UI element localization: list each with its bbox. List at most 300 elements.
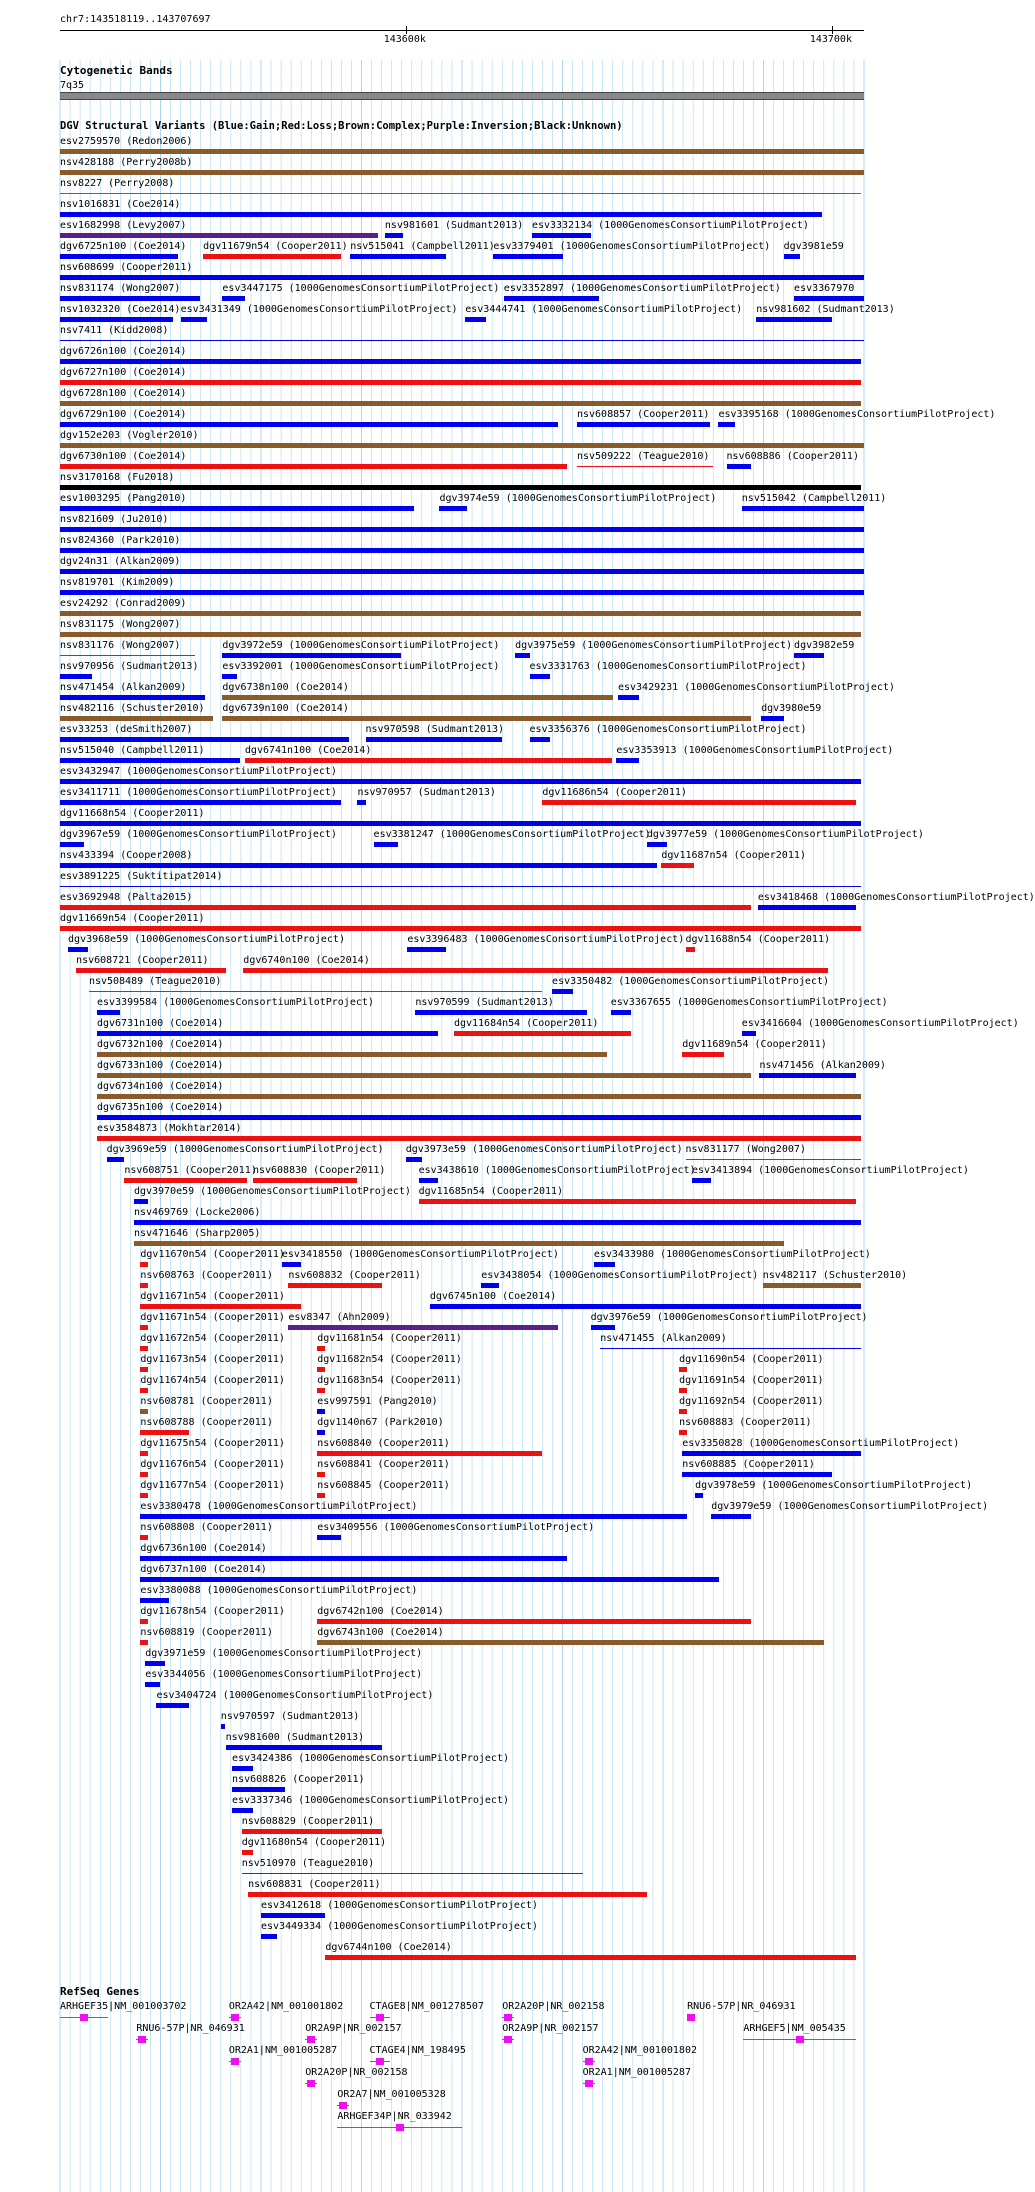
variant-label[interactable]: nsv831175 (Wong2007) [60,619,181,630]
variant-bar[interactable] [60,655,195,656]
variant-bar[interactable] [686,1159,861,1160]
variant-bar[interactable] [756,317,832,322]
variant-label[interactable]: dgv11679n54 (Cooper2011) [203,241,348,252]
variant-label[interactable]: nsv1016831 (Coe2014) [60,199,181,210]
variant-bar[interactable] [419,1199,856,1204]
variant-bar[interactable] [76,968,226,973]
gene-label[interactable]: OR2A7|NM_001005328 [337,2089,446,2100]
variant-label[interactable]: esv997591 (Pang2010) [317,1396,438,1407]
gene-label[interactable]: OR2A20P|NR_002158 [305,2067,408,2078]
variant-label[interactable]: dgv3972e59 (1000GenomesConsortiumPilotProject) [222,640,500,651]
gene-label[interactable]: ARHGEF35|NM_001003702 [60,2001,187,2012]
variant-bar[interactable] [366,737,503,742]
variant-label[interactable]: nsv3170168 (Fu2018) [60,472,175,483]
variant-label[interactable]: dgv11685n54 (Cooper2011) [418,1186,564,1197]
variant-label[interactable]: dgv6736n100 (Coe2014) [140,1543,267,1554]
variant-label[interactable]: dgv11684n54 (Cooper2011) [453,1018,599,1029]
variant-bar[interactable] [493,254,563,259]
variant-bar[interactable] [682,1451,860,1456]
variant-label[interactable]: dgv3982e59 [794,640,855,651]
variant-label[interactable]: dgv11668n54 (Cooper2011) [60,808,205,819]
variant-bar[interactable] [686,947,696,952]
variant-bar[interactable] [140,1556,566,1561]
variant-label[interactable]: nsv970956 (Sudmant2013) [60,661,199,672]
variant-bar[interactable] [60,632,861,637]
variant-label[interactable]: dgv11688n54 (Cooper2011) [685,934,830,945]
variant-label[interactable]: nsv608781 (Cooper2011) [140,1396,273,1407]
variant-label[interactable]: dgv6731n100 (Coe2014) [96,1018,224,1029]
variant-bar[interactable] [761,716,784,721]
variant-bar[interactable] [317,1619,751,1624]
variant-label[interactable]: dgv24n31 (Alkan2009) [60,556,181,567]
variant-bar[interactable] [552,989,573,994]
gene-label[interactable]: ARHGEF5|NM_005435 [743,2023,846,2034]
variant-label[interactable]: nsv515042 (Campbell2011) [741,493,887,504]
variant-bar[interactable] [140,1535,148,1540]
variant-label[interactable]: dgv11680n54 (Cooper2011) [241,1837,387,1848]
variant-label[interactable]: dgv11672n54 (Cooper2011) [140,1333,285,1344]
variant-bar[interactable] [542,800,856,805]
variant-bar[interactable] [611,1010,631,1015]
gene-label[interactable]: OR2A9P|NR_002157 [502,2023,599,2034]
variant-bar[interactable] [794,296,864,301]
variant-bar[interactable] [107,1157,125,1162]
variant-label[interactable]: esv33253 (deSmith2007) [60,724,193,735]
variant-label[interactable]: nsv608826 (Cooper2011) [232,1774,365,1785]
variant-label[interactable]: dgv6743n100 (Coe2014) [317,1627,444,1638]
variant-label[interactable]: dgv11686n54 (Cooper2011) [542,787,687,798]
variant-bar[interactable] [532,233,591,238]
variant-label[interactable]: esv3412618 (1000GenomesConsortiumPilotProject) [261,1900,538,1911]
variant-bar[interactable] [439,506,466,511]
variant-label[interactable]: nsv608788 (Cooper2011) [140,1417,273,1428]
variant-bar[interactable] [530,737,551,742]
variant-label[interactable]: nsv510970 (Teague2010) [241,1858,375,1869]
variant-bar[interactable] [594,1262,615,1267]
variant-label[interactable]: esv3409556 (1000GenomesConsortiumPilotProject) [317,1522,595,1533]
variant-label[interactable]: nsv469769 (Locke2006) [133,1207,261,1218]
variant-label[interactable]: nsv608885 (Cooper2011) [682,1459,815,1470]
gene-label[interactable]: OR2A42|NM_001001802 [228,2001,344,2012]
variant-bar[interactable] [60,886,861,887]
variant-bar[interactable] [140,1367,148,1372]
variant-bar[interactable] [60,800,341,805]
gene-label[interactable]: OR2A42|NM_001001802 [582,2045,697,2056]
variant-bar[interactable] [60,905,751,910]
variant-bar[interactable] [357,800,365,805]
variant-bar[interactable] [60,926,861,931]
variant-label[interactable]: dgv11673n54 (Cooper2011) [140,1354,285,1365]
variant-label[interactable]: dgv6737n100 (Coe2014) [140,1564,267,1575]
variant-label[interactable]: nsv471456 (Alkan2009) [759,1060,886,1071]
variant-label[interactable]: esv8347 (Ahn2009) [288,1312,391,1323]
variant-label[interactable]: nsv608857 (Cooper2011) [576,409,710,420]
variant-label[interactable]: nsv8227 (Perry2008) [60,178,175,189]
variant-bar[interactable] [718,422,735,427]
variant-label[interactable]: nsv608832 (Cooper2011) [288,1270,421,1281]
variant-bar[interactable] [222,695,613,700]
variant-label[interactable]: dgv11677n54 (Cooper2011) [140,1480,285,1491]
variant-bar[interactable] [242,1850,253,1855]
variant-label[interactable]: dgv6729n100 (Coe2014) [60,409,187,420]
variant-label[interactable]: esv3416604 (1000GenomesConsortiumPilotProject) [741,1018,1019,1029]
variant-bar[interactable] [692,1178,711,1183]
variant-bar[interactable] [140,1346,148,1351]
variant-label[interactable]: esv3438610 (1000GenomesConsortiumPilotProject) [418,1165,696,1176]
variant-bar[interactable] [60,212,822,217]
variant-label[interactable]: nsv819701 (Kim2009) [60,577,175,588]
variant-label[interactable]: nsv608883 (Cooper2011) [679,1417,812,1428]
variant-bar[interactable] [317,1493,325,1498]
variant-bar[interactable] [679,1367,687,1372]
variant-label[interactable]: esv3404724 (1000GenomesConsortiumPilotProject) [156,1690,434,1701]
variant-label[interactable]: dgv3976e59 (1000GenomesConsortiumPilotProject) [590,1312,868,1323]
variant-label[interactable]: nsv970597 (Sudmant2013) [220,1711,360,1722]
variant-bar[interactable] [317,1451,542,1456]
variant-label[interactable]: dgv3968e59 (1000GenomesConsortiumPilotProject) [68,934,345,945]
cytoband-bar[interactable] [60,92,864,100]
variant-bar[interactable] [406,1157,422,1162]
variant-label[interactable]: nsv821609 (Ju2010) [60,514,169,525]
variant-bar[interactable] [374,842,398,847]
variant-label[interactable]: esv3331763 (1000GenomesConsortiumPilotProject) [529,661,807,672]
variant-label[interactable]: dgv6733n100 (Coe2014) [96,1060,224,1071]
gene-exon[interactable] [585,2058,593,2065]
variant-bar[interactable] [350,254,446,259]
variant-label[interactable]: esv1003295 (Pang2010) [60,493,187,504]
variant-label[interactable]: dgv1140n67 (Park2010) [317,1417,444,1428]
variant-bar[interactable] [288,1283,381,1288]
variant-label[interactable]: nsv608808 (Cooper2011) [140,1522,273,1533]
variant-label[interactable]: esv3332134 (1000GenomesConsortiumPilotProject) [531,220,809,231]
variant-label[interactable]: nsv608830 (Cooper2011) [252,1165,386,1176]
variant-label[interactable]: dgv11692n54 (Cooper2011) [679,1396,824,1407]
variant-bar[interactable] [140,1430,188,1435]
gene-label[interactable]: OR2A20P|NR_002158 [502,2001,605,2012]
variant-bar[interactable] [415,1010,586,1015]
variant-label[interactable]: nsv981602 (Sudmant2013) [756,304,895,315]
variant-label[interactable]: nsv608763 (Cooper2011) [140,1270,273,1281]
variant-label[interactable]: esv3433980 (1000GenomesConsortiumPilotProject) [593,1249,871,1260]
variant-label[interactable]: esv3432947 (1000GenomesConsortiumPilotProject) [60,766,337,777]
variant-label[interactable]: nsv608841 (Cooper2011) [317,1459,450,1470]
variant-bar[interactable] [60,464,567,469]
variant-label[interactable]: dgv6739n100 (Coe2014) [222,703,349,714]
variant-label[interactable]: dgv3974e59 (1000GenomesConsortiumPilotProject) [439,493,717,504]
variant-label[interactable]: dgv3967e59 (1000GenomesConsortiumPilotProject) [60,829,337,840]
variant-label[interactable]: esv3444741 (1000GenomesConsortiumPilotProject) [465,304,743,315]
variant-label[interactable]: nsv981601 (Sudmant2013) [384,220,524,231]
variant-bar[interactable] [763,1283,861,1288]
variant-bar[interactable] [60,863,657,868]
gene-label[interactable]: ARHGEF34P|NR_033942 [337,2111,452,2122]
variant-bar[interactable] [454,1031,631,1036]
variant-bar[interactable] [317,1472,325,1477]
variant-label[interactable]: esv3356376 (1000GenomesConsortiumPilotProject) [529,724,807,735]
variant-label[interactable]: dgv3969e59 (1000GenomesConsortiumPilotProject) [106,1144,384,1155]
variant-bar[interactable] [317,1409,325,1414]
variant-bar[interactable] [181,317,208,322]
variant-label[interactable]: dgv11683n54 (Cooper2011) [317,1375,462,1386]
variant-label[interactable]: dgv11674n54 (Cooper2011) [140,1375,285,1386]
gene-exon[interactable] [687,2014,695,2021]
variant-label[interactable]: nsv831176 (Wong2007) [60,640,181,651]
variant-label[interactable]: dgv6735n100 (Coe2014) [96,1102,224,1113]
variant-bar[interactable] [317,1640,824,1645]
variant-label[interactable]: nsv608831 (Cooper2011) [248,1879,381,1890]
variant-label[interactable]: dgv6741n100 (Coe2014) [244,745,372,756]
variant-bar[interactable] [515,653,530,658]
variant-label[interactable]: dgv6738n100 (Coe2014) [222,682,349,693]
variant-label[interactable]: esv3337346 (1000GenomesConsortiumPilotProject) [232,1795,509,1806]
variant-bar[interactable] [742,1031,756,1036]
variant-label[interactable]: nsv831177 (Wong2007) [685,1144,806,1155]
variant-bar[interactable] [385,233,403,238]
variant-bar[interactable] [140,1304,301,1309]
variant-label[interactable]: nsv508489 (Teague2010) [88,976,222,987]
variant-label[interactable]: dgv3971e59 (1000GenomesConsortiumPilotProject) [145,1648,423,1659]
variant-bar[interactable] [222,296,245,301]
variant-bar[interactable] [134,1220,861,1225]
variant-bar[interactable] [97,1115,861,1120]
variant-bar[interactable] [407,947,446,952]
variant-bar[interactable] [60,340,864,341]
variant-label[interactable]: nsv608721 (Cooper2011) [76,955,209,966]
variant-bar[interactable] [97,1052,607,1057]
variant-label[interactable]: dgv6727n100 (Coe2014) [60,367,187,378]
variant-label[interactable]: dgv6732n100 (Coe2014) [96,1039,224,1050]
gene-label[interactable]: OR2A9P|NR_002157 [305,2023,402,2034]
gene-exon[interactable] [138,2036,146,2043]
variant-bar[interactable] [60,527,864,532]
variant-bar[interactable] [577,422,710,427]
variant-label[interactable]: dgv11675n54 (Cooper2011) [140,1438,285,1449]
variant-label[interactable]: dgv3978e59 (1000GenomesConsortiumPilotProject) [695,1480,973,1491]
gene-label[interactable]: CTAGE4|NM_198495 [369,2045,466,2056]
variant-label[interactable]: nsv608829 (Cooper2011) [241,1816,375,1827]
variant-label[interactable]: dgv11682n54 (Cooper2011) [317,1354,462,1365]
variant-bar[interactable] [97,1031,438,1036]
variant-bar[interactable] [60,275,864,280]
variant-bar[interactable] [242,1829,382,1834]
gene-label[interactable]: CTAGE8|NM_001278507 [369,2001,484,2012]
variant-bar[interactable] [68,947,88,952]
variant-label[interactable]: dgv11671n54 (Cooper2011) [140,1312,285,1323]
variant-label[interactable]: nsv515041 (Campbell2011) [350,241,495,252]
variant-bar[interactable] [245,758,612,763]
variant-label[interactable]: dgv11691n54 (Cooper2011) [679,1375,824,1386]
variant-bar[interactable] [60,737,349,742]
variant-label[interactable]: nsv433394 (Cooper2008) [60,850,193,861]
gene-exon[interactable] [504,2036,512,2043]
variant-bar[interactable] [759,1073,855,1078]
variant-bar[interactable] [317,1367,325,1372]
variant-label[interactable]: esv3352897 (1000GenomesConsortiumPilotProject) [503,283,781,294]
variant-bar[interactable] [140,1577,719,1582]
variant-bar[interactable] [261,1934,277,1939]
variant-bar[interactable] [203,254,341,259]
variant-label[interactable]: dgv11681n54 (Cooper2011) [317,1333,462,1344]
variant-bar[interactable] [758,905,856,910]
variant-bar[interactable] [89,991,542,992]
variant-bar[interactable] [419,1178,438,1183]
variant-label[interactable]: dgv11690n54 (Cooper2011) [679,1354,824,1365]
variant-bar[interactable] [60,716,213,721]
variant-label[interactable]: dgv6730n100 (Coe2014) [60,451,187,462]
variant-bar[interactable] [317,1535,341,1540]
variant-label[interactable]: nsv428188 (Perry2008b) [60,157,193,168]
variant-bar[interactable] [679,1409,687,1414]
variant-bar[interactable] [742,506,864,511]
variant-bar[interactable] [140,1388,148,1393]
variant-bar[interactable] [140,1409,148,1414]
variant-bar[interactable] [134,1199,148,1204]
gene-exon[interactable] [231,2058,239,2065]
variant-bar[interactable] [140,1514,687,1519]
variant-bar[interactable] [60,359,861,364]
variant-bar[interactable] [140,1493,148,1498]
variant-bar[interactable] [60,779,861,784]
variant-bar[interactable] [616,758,639,763]
variant-label[interactable]: esv3392001 (1000GenomesConsortiumPilotProject) [222,661,500,672]
variant-label[interactable]: esv2759570 (Redon2006) [60,136,193,147]
gene-exon[interactable] [307,2080,315,2087]
variant-label[interactable]: nsv831174 (Wong2007) [60,283,181,294]
variant-bar[interactable] [60,193,861,194]
variant-label[interactable]: dgv6726n100 (Coe2014) [60,346,187,357]
variant-bar[interactable] [140,1262,148,1267]
variant-bar[interactable] [140,1283,148,1288]
variant-label[interactable]: nsv981600 (Sudmant2013) [225,1732,365,1743]
variant-bar[interactable] [679,1388,687,1393]
variant-bar[interactable] [60,254,178,259]
variant-label[interactable]: dgv6728n100 (Coe2014) [60,388,187,399]
variant-label[interactable]: esv3350482 (1000GenomesConsortiumPilotProject) [552,976,829,987]
variant-bar[interactable] [261,1913,325,1918]
variant-label[interactable]: dgv11671n54 (Cooper2011) [140,1291,285,1302]
variant-bar[interactable] [134,1241,784,1246]
gene-exon[interactable] [339,2102,347,2109]
variant-bar[interactable] [97,1010,120,1015]
variant-label[interactable]: nsv608886 (Cooper2011) [726,451,859,462]
variant-bar[interactable] [317,1388,325,1393]
variant-bar[interactable] [504,296,599,301]
variant-label[interactable]: dgv3979e59 (1000GenomesConsortiumPilotProject) [711,1501,989,1512]
variant-label[interactable]: nsv482116 (Schuster2010) [60,703,205,714]
variant-label[interactable]: dgv6725n100 (Coe2014) [60,241,187,252]
variant-bar[interactable] [221,1724,225,1729]
variant-bar[interactable] [60,443,864,448]
variant-bar[interactable] [226,1745,382,1750]
variant-bar[interactable] [232,1808,253,1813]
variant-bar[interactable] [60,569,864,574]
variant-bar[interactable] [253,1178,358,1183]
variant-label[interactable]: esv3344056 (1000GenomesConsortiumPilotProject) [145,1669,423,1680]
variant-bar[interactable] [60,506,414,511]
variant-label[interactable]: esv24292 (Conrad2009) [60,598,187,609]
variant-bar[interactable] [60,758,240,763]
variant-bar[interactable] [145,1682,160,1687]
variant-label[interactable]: esv3692948 (Palta2015) [60,892,193,903]
gene-exon[interactable] [376,2014,384,2021]
variant-label[interactable]: esv3418550 (1000GenomesConsortiumPilotProject) [281,1249,559,1260]
variant-bar[interactable] [618,695,639,700]
variant-label[interactable]: esv3395168 (1000GenomesConsortiumPilotProject) [718,409,996,420]
variant-bar[interactable] [60,590,864,595]
variant-bar[interactable] [60,149,864,154]
variant-bar[interactable] [232,1787,285,1792]
variant-label[interactable]: dgv11676n54 (Cooper2011) [140,1459,285,1470]
variant-label[interactable]: nsv509222 (Teague2010) [576,451,710,462]
gene-exon[interactable] [307,2036,315,2043]
gene-exon[interactable] [796,2036,804,2043]
variant-label[interactable]: esv3381247 (1000GenomesConsortiumPilotProject) [373,829,651,840]
variant-bar[interactable] [97,1136,861,1141]
variant-label[interactable]: esv3418468 (1000GenomesConsortiumPilotProject) [757,892,1035,903]
variant-bar[interactable] [288,1325,558,1330]
variant-label[interactable]: dgv11670n54 (Cooper2011) [140,1249,285,1260]
variant-bar[interactable] [577,466,713,467]
variant-label[interactable]: nsv471646 (Sharp2005) [133,1228,261,1239]
variant-label[interactable]: dgv3970e59 (1000GenomesConsortiumPilotProject) [133,1186,411,1197]
variant-bar[interactable] [60,842,84,847]
variant-label[interactable]: dgv11678n54 (Cooper2011) [140,1606,285,1617]
variant-bar[interactable] [248,1892,647,1897]
gene-exon[interactable] [376,2058,384,2065]
gene-label[interactable]: OR2A1|NM_001005287 [582,2067,691,2078]
variant-label[interactable]: nsv1032320 (Coe2014) [60,304,181,315]
variant-bar[interactable] [140,1598,168,1603]
variant-bar[interactable] [60,611,861,616]
variant-label[interactable]: esv3429231 (1000GenomesConsortiumPilotProject) [617,682,895,693]
variant-bar[interactable] [317,1346,325,1351]
variant-bar[interactable] [140,1451,148,1456]
variant-bar[interactable] [530,674,551,679]
gene-label[interactable]: OR2A1|NM_001005287 [228,2045,338,2056]
variant-bar[interactable] [222,674,236,679]
variant-label[interactable]: esv3380088 (1000GenomesConsortiumPilotProject) [140,1585,418,1596]
variant-label[interactable]: nsv608819 (Cooper2011) [140,1627,273,1638]
variant-bar[interactable] [784,254,800,259]
variant-label[interactable]: nsv515040 (Campbell2011) [60,745,205,756]
gene-exon[interactable] [585,2080,593,2087]
variant-label[interactable]: esv3447175 (1000GenomesConsortiumPilotProject) [222,283,500,294]
gene-exon[interactable] [396,2124,404,2131]
variant-label[interactable]: esv3438054 (1000GenomesConsortiumPilotProject) [481,1270,759,1281]
variant-label[interactable]: dgv6742n100 (Coe2014) [317,1606,444,1617]
variant-bar[interactable] [60,695,205,700]
variant-bar[interactable] [60,674,92,679]
variant-bar[interactable] [282,1262,301,1267]
variant-label[interactable]: dgv3977e59 (1000GenomesConsortiumPilotProject) [646,829,924,840]
variant-label[interactable]: nsv970598 (Sudmant2013) [365,724,504,735]
variant-label[interactable]: esv3350828 (1000GenomesConsortiumPilotProject) [682,1438,960,1449]
variant-label[interactable]: dgv6734n100 (Coe2014) [96,1081,224,1092]
gene-exon[interactable] [504,2014,512,2021]
variant-bar[interactable] [145,1661,164,1666]
variant-label[interactable]: dgv11687n54 (Cooper2011) [661,850,806,861]
variant-label[interactable]: nsv482117 (Schuster2010) [762,1270,908,1281]
variant-bar[interactable] [124,1178,246,1183]
variant-label[interactable]: esv3396483 (1000GenomesConsortiumPilotProject) [407,934,685,945]
variant-bar[interactable] [711,1514,751,1519]
variant-label[interactable]: dgv6740n100 (Coe2014) [243,955,370,966]
variant-label[interactable]: dgv3981e59 [783,241,844,252]
variant-bar[interactable] [242,1873,583,1874]
variant-label[interactable]: esv3891225 (Suktitipat2014) [60,871,223,882]
variant-bar[interactable] [60,485,861,490]
variant-bar[interactable] [682,1472,832,1477]
